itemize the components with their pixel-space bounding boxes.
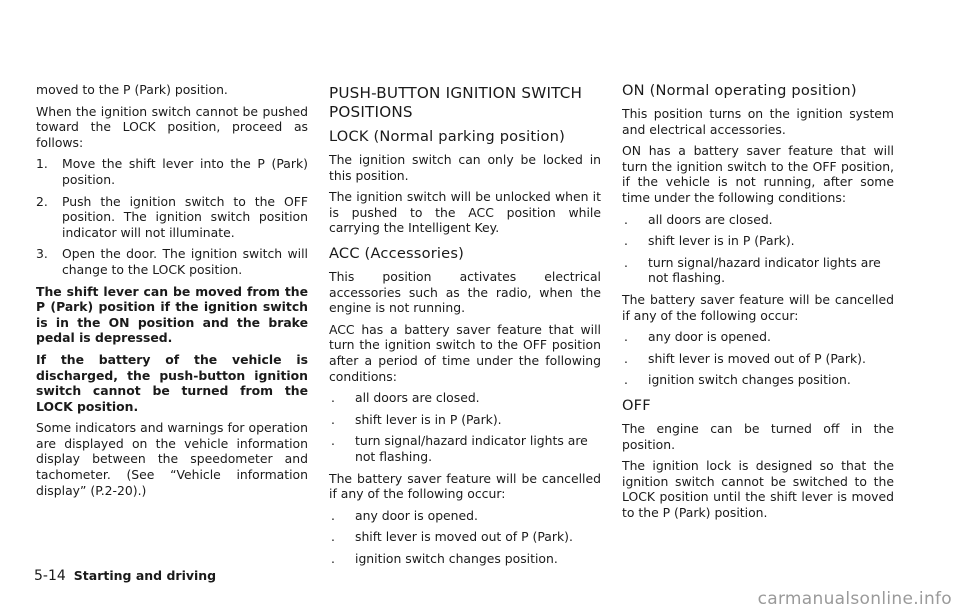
bold-note: The shift lever can be moved from the P (Park) position if the ignition switch is in the ON position and the brake pedal is depressed. bbox=[36, 283, 308, 346]
paragraph: When the ignition switch cannot be pushed toward the LOCK position, proceed as follows: bbox=[36, 103, 308, 150]
list-item bbox=[329, 390, 601, 406]
bullet-icon: . bbox=[331, 529, 335, 545]
watermark: carmanualsonline.info bbox=[757, 589, 952, 609]
bullet-icon: . bbox=[624, 350, 628, 366]
paragraph: The battery saver feature will be cancelled if any of the following occur: bbox=[329, 470, 601, 502]
bold-note: If the battery of the vehicle is discharged, the push-button ignition switch cannot be turned from the LOCK position. bbox=[36, 351, 308, 414]
list-item-text: turn signal/hazard indicator lights are not flashing. bbox=[648, 254, 881, 286]
page-footer bbox=[34, 568, 216, 584]
list-item-text: ignition switch changes position. bbox=[648, 372, 851, 388]
step-number: 1. bbox=[36, 156, 48, 172]
list-item-text: ignition switch changes position. bbox=[355, 550, 558, 566]
list-item-text: turn signal/hazard indicator lights are not flashing. bbox=[355, 433, 588, 464]
list-item-text: all doors are closed. bbox=[355, 390, 480, 406]
bullet-icon: . bbox=[624, 233, 628, 249]
list-item bbox=[329, 433, 601, 464]
bullet-icon: . bbox=[624, 254, 628, 270]
subheading-lock: LOCK (Normal parking position) bbox=[329, 128, 565, 145]
step-text: Open the door. The ignition switch will change to the LOCK position. bbox=[62, 246, 308, 277]
paragraph: The ignition lock is designed so that the ignition switch cannot be switched to the LOCK position until the shift lever is moved to the P (Park) position. bbox=[622, 458, 894, 520]
column-left bbox=[36, 82, 308, 504]
bullet-icon: . bbox=[331, 411, 335, 427]
list-item bbox=[622, 233, 894, 249]
paragraph: Some indicators and warnings for operation are displayed on the vehicle information display between the speedometer and tachometer. (See “Vehicle information display” (P.2-20).) bbox=[36, 420, 308, 498]
bullet-icon: . bbox=[331, 433, 335, 449]
bullet-icon: . bbox=[331, 550, 335, 566]
paragraph: The ignition switch can only be locked in this position. bbox=[329, 152, 601, 183]
section-title: Starting and driving bbox=[73, 568, 217, 583]
bullet-icon: . bbox=[331, 507, 335, 523]
paragraph: ON has a battery saver feature that will turn the ignition switch to the OFF position, if the vehicle is not running, after some time under the following conditions: bbox=[622, 143, 894, 205]
paragraph: moved to the P (Park) position. bbox=[36, 82, 228, 97]
paragraph: The ignition switch will be unlocked when it is pushed to the ACC position while carrying the Intelligent Key. bbox=[329, 189, 601, 236]
list-item-text: shift lever is in P (Park). bbox=[648, 233, 795, 249]
list-item bbox=[329, 551, 601, 567]
list-item bbox=[329, 412, 601, 428]
list-item-text: shift lever is moved out of P (Park). bbox=[355, 529, 573, 545]
column-middle bbox=[329, 82, 601, 572]
section-heading: PUSH-BUTTON IGNITION SWITCH POSITIONS bbox=[329, 84, 583, 121]
step-number: 3. bbox=[36, 246, 48, 262]
list-item bbox=[622, 255, 894, 286]
list-item-text: any door is opened. bbox=[648, 329, 771, 345]
list-item bbox=[622, 351, 894, 367]
page-number: 5-14 bbox=[34, 568, 66, 584]
numbered-step bbox=[36, 194, 308, 241]
list-item-text: all doors are closed. bbox=[648, 211, 773, 227]
paragraph: The battery saver feature will be cancelled if any of the following occur: bbox=[622, 291, 894, 323]
list-item bbox=[622, 372, 894, 388]
paragraph: ACC has a battery saver feature that will turn the ignition switch to the OFF position after a period of time under the following conditions: bbox=[329, 321, 601, 384]
list-item bbox=[622, 212, 894, 228]
paragraph: This position turns on the ignition system and electrical accessories. bbox=[622, 106, 894, 137]
step-text: Move the shift lever into the P (Park) position. bbox=[62, 156, 308, 187]
list-item-text: shift lever is moved out of P (Park). bbox=[648, 350, 866, 366]
bullet-icon: . bbox=[624, 329, 628, 345]
column-right bbox=[622, 82, 894, 526]
numbered-step bbox=[36, 156, 308, 187]
paragraph: The engine can be turned off in the position. bbox=[622, 420, 894, 452]
subheading-acc: ACC (Accessories) bbox=[329, 244, 465, 262]
paragraph: This position activates electrical accessories such as the radio, when the engine is not running. bbox=[329, 268, 601, 316]
bullet-icon: . bbox=[624, 372, 628, 388]
bullet-icon: . bbox=[624, 211, 628, 227]
numbered-step bbox=[36, 246, 308, 277]
list-item bbox=[329, 529, 601, 545]
list-item bbox=[329, 508, 601, 524]
step-number: 2. bbox=[36, 193, 48, 209]
list-item bbox=[622, 329, 894, 345]
bullet-icon: . bbox=[331, 390, 335, 406]
subheading-off: OFF bbox=[622, 396, 651, 414]
subheading-on: ON (Normal operating position) bbox=[622, 82, 857, 99]
step-text: Push the ignition switch to the OFF position. The ignition switch position indicator will not illuminate. bbox=[62, 193, 308, 240]
list-item-text: any door is opened. bbox=[355, 507, 478, 523]
list-item-text: shift lever is in P (Park). bbox=[355, 411, 502, 427]
